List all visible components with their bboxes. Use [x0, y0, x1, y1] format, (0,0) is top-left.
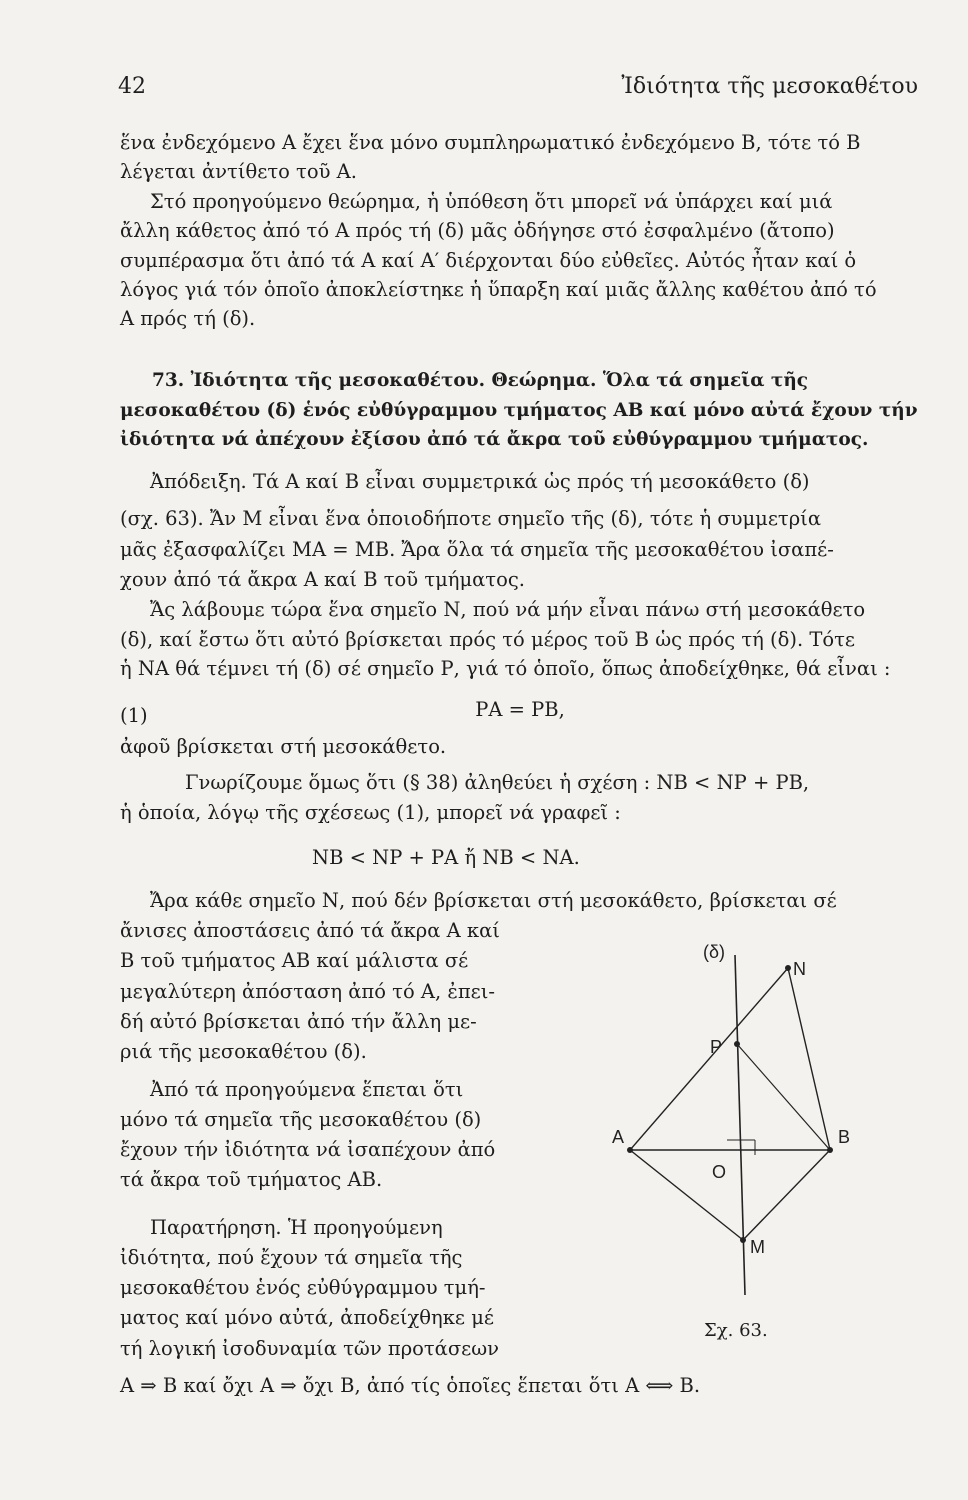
text-line: τή λογική ἰσοδυναμία τῶν προτάσεων — [120, 1337, 500, 1360]
label-o: O — [712, 1162, 727, 1182]
text-line: τά ἄκρα τοῦ τμήματος ΑΒ. — [120, 1168, 383, 1191]
figure-caption: Σχ. 63. — [704, 1320, 768, 1341]
text-line: ἄνισες ἀποστάσεις ἀπό τά ἄκρα Α καί — [120, 919, 500, 942]
text-line: Ἄς λάβουμε τώρα ἕνα σημεῖο Ν, πού νά μήν εἶναι πάνω στή μεσοκάθετο — [150, 598, 866, 621]
theorem-text: μεσοκαθέτου (δ) ἑνός εὐθύγραμμου τμήματος ΑΒ καί μόνο αὐτά ἔχουν τήν — [120, 400, 918, 421]
text-line: ἄλλη κάθετος ἀπό τό Α πρός τή (δ) μᾶς ὁδήγησε στό ἐσφαλμένο (ἄτοπο) — [120, 219, 835, 242]
text-line: λόγος γιά τόν ὁποῖο ἀποκλείστηκε ἡ ὕπαρξη καί μιᾶς ἄλλης καθέτου ἀπό τό — [120, 278, 877, 301]
figure-63 — [600, 935, 900, 1335]
text-line: συμπέρασμα ὅτι ἀπό τά Α καί Α′ διέρχονται δύο εὐθεῖες. Αὐτός ἦταν καί ὁ — [120, 249, 857, 272]
perpendicular-bisector-diagram — [600, 935, 900, 1335]
text-line: μᾶς ἐξασφαλίζει ΜΑ = ΜΒ. Ἄρα ὅλα τά σημεῖα τῆς μεσοκαθέτου ἰσαπέ- — [120, 538, 834, 561]
text-line: ἕνα ἐνδεχόμενο Α ἔχει ἕνα μόνο συμπληρωματικό ἐνδεχόμενο Β, τότε τό Β — [120, 131, 861, 154]
text-line: μόνο τά σημεῖα τῆς μεσοκαθέτου (δ) — [120, 1108, 482, 1131]
point-m — [740, 1237, 746, 1243]
label-delta: (δ) — [703, 942, 726, 962]
point-p — [734, 1041, 740, 1047]
equation-1: ΡΑ = ΡΒ, — [475, 698, 565, 721]
remark-heading: Παρατήρηση. Ἡ προηγούμενη — [150, 1216, 443, 1239]
segment-mb — [743, 1150, 830, 1240]
label-p: P — [710, 1037, 723, 1057]
text-line: Γνωρίζουμε ὅμως ὅτι (§ 38) ἀληθεύει ἡ σχέση : ΝΒ < ΝΡ + ΡΒ, — [185, 771, 810, 794]
text-line: ἡ ΝΑ θά τέμνει τή (δ) σέ σημεῖο Ρ, γιά τό ὁποῖο, ὅπως ἀποδείχθηκε, θά εἶναι : — [120, 657, 891, 680]
text-line: Ἀπό τά προηγούμενα ἕπεται ὅτι — [150, 1078, 464, 1101]
text-line: ἀφοῦ βρίσκεται στή μεσοκάθετο. — [120, 735, 447, 758]
text-line: Ἀπόδειξη. Τά Α καί Β εἶναι συμμετρικά ὡς πρός τή μεσοκάθετο (δ) — [150, 470, 810, 493]
text-line: μεγαλύτερη ἀπόσταση ἀπό τό Α, ἐπει- — [120, 980, 495, 1003]
point-n — [785, 965, 791, 971]
label-m: M — [750, 1237, 765, 1257]
segment-pb — [737, 1044, 830, 1150]
text-line: ματος καί μόνο αὐτά, ἀποδείχθηκε μέ — [120, 1306, 494, 1329]
text-line: δή αὐτό βρίσκεται ἀπό τήν ἄλλη με- — [120, 1010, 477, 1033]
text-line: ἰδιότητα, πού ἔχουν τά σημεῖα τῆς — [120, 1246, 463, 1269]
label-b: B — [838, 1127, 851, 1147]
segment-ma — [630, 1150, 743, 1240]
text-line: Β τοῦ τμήματος ΑΒ καί μάλιστα σέ — [120, 949, 469, 972]
equation-2: ΝΒ < ΝΡ + ΡΑ ἤ ΝΒ < ΝΑ. — [312, 846, 580, 869]
text-line: Ἄρα κάθε σημεῖο Ν, πού δέν βρίσκεται στή μεσοκάθετο, βρίσκεται σέ — [150, 889, 837, 912]
label-n: N — [793, 959, 806, 979]
text-line: χουν ἀπό τά ἄκρα Α καί Β τοῦ τμήματος. — [120, 568, 525, 591]
text-line: (δ), καί ἔστω ὅτι αὐτό βρίσκεται πρός τό μέρος τοῦ Β ὡς πρός τή (δ). Τότε — [120, 628, 856, 651]
text-line: ἡ ὁποία, λόγῳ τῆς σχέσεως (1), μπορεῖ νά γραφεῖ : — [120, 801, 621, 824]
point-b — [827, 1147, 833, 1153]
text-line: ριά τῆς μεσοκαθέτου (δ). — [120, 1040, 367, 1063]
page-number: 42 — [118, 74, 146, 99]
text-line: μεσοκαθέτου ἑνός εὐθύγραμμου τμή- — [120, 1276, 486, 1299]
text-line: (σχ. 63). Ἄν Μ εἶναι ἕνα ὁποιοδήποτε σημεῖο τῆς (δ), τότε ἡ συμμετρία — [120, 507, 822, 530]
segment-na — [630, 968, 788, 1150]
equation-label: (1) — [120, 704, 148, 727]
theorem-heading: 73. Ἰδιότητα τῆς μεσοκαθέτου. Θεώρημα. Ὅλα τά σημεῖα τῆς — [152, 370, 809, 391]
text-line: Α ⇒ Β καί ὄχι Α ⇒ ὄχι Β, ἀπό τίς ὁποῖες ἕπεται ὅτι Α ⟺ Β. — [120, 1374, 701, 1397]
segment-nb — [788, 968, 830, 1150]
theorem-text: ἰδιότητα νά ἀπέχουν ἐξίσου ἀπό τά ἄκρα τοῦ εὐθύγραμμου τμήματος. — [120, 429, 869, 450]
point-a — [627, 1147, 633, 1153]
label-a: A — [612, 1127, 625, 1147]
text-line: λέγεται ἀντίθετο τοῦ Α. — [120, 160, 357, 183]
running-title: Ἰδιότητα τῆς μεσοκαθέτου — [621, 74, 918, 99]
text-line: Α πρός τή (δ). — [120, 307, 256, 330]
text-line: ἔχουν τήν ἰδιότητα νά ἰσαπέχουν ἀπό — [120, 1138, 496, 1161]
text-line: Στό προηγούμενο θεώρημα, ἡ ὑπόθεση ὅτι μπορεῖ νά ὑπάρχει καί μιά — [150, 190, 833, 213]
bisector-line — [735, 955, 745, 1295]
